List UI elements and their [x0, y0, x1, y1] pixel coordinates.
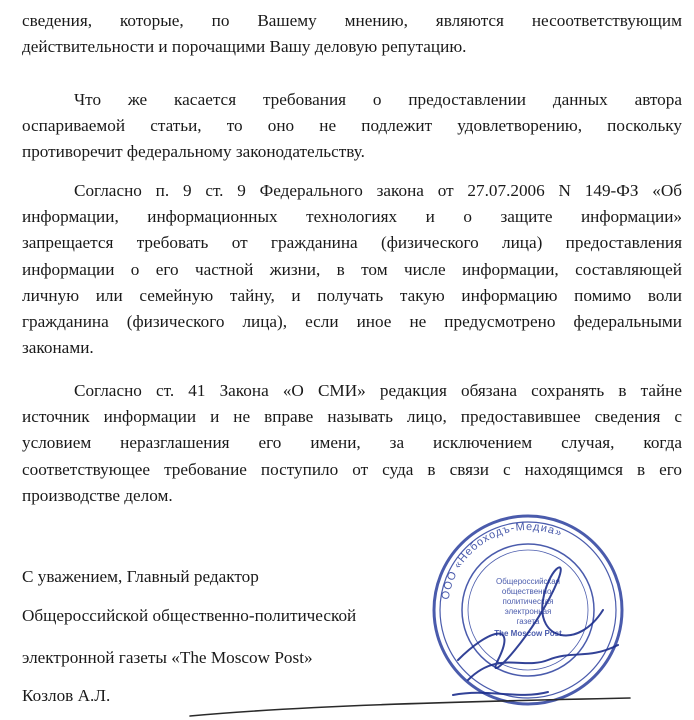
paragraph-2-line-3: противоречит федеральному законодательству.	[22, 142, 365, 162]
paragraph-2-line-2: оспариваемой статьи, то оно не подлежит удовлетворению, поскольку	[22, 116, 682, 136]
paragraph-3-line-5: личную или семейную тайну, и получать такую информацию помимо воли	[22, 285, 682, 305]
paragraph-3-line-2: информации, информационных технологиях и о защите информации»	[22, 207, 682, 227]
paragraph-3-line-6: гражданина (физического лица), если иное не предусмотрено федеральными	[22, 312, 682, 332]
signature-underline-icon	[180, 690, 640, 720]
paragraph-4-line-1: Согласно ст. 41 Закона «О СМИ» редакция обязана сохранять в тайне	[74, 381, 682, 400]
paragraph-4	[22, 378, 682, 509]
paragraph-4-line-5: производстве делом.	[22, 485, 173, 505]
seal-inner-text-5: газета	[516, 617, 540, 626]
closing-salutation: С уважением, Главный редактор	[22, 567, 259, 586]
paragraph-3	[22, 178, 682, 361]
paragraph-4-line-4: соответствующее требование поступило от суда в связи с находящимся в его	[22, 459, 682, 479]
paragraph-1-line-1: сведения, которые, по Вашему мнению, являются несоответствующим	[22, 11, 682, 30]
paragraph-2	[22, 87, 682, 166]
paragraph-2-line-1: Что же касается требования о предоставлении данных автора	[74, 90, 682, 109]
seal-inner-text-6: The Moscow Post	[494, 629, 562, 638]
paragraph-4-line-2: источник информации и не вправе называть лицо, предоставившее сведения с	[22, 407, 682, 427]
paragraph-3-line-4: информации о его частной жизни, в том числе информации, составляющей	[22, 259, 682, 279]
paragraph-4-line-3: условием неразглашения его имени, за исключением случая, когда	[22, 433, 682, 453]
seal-outer-text: ООО «Небоходъ-Медиа»	[439, 520, 565, 601]
seal-inner-text-2: общественно-	[501, 587, 555, 596]
paragraph-1-line-2: действительности и порочащими Вашу деловую репутацию.	[22, 37, 467, 57]
seal-inner-text-1: Общероссийская	[495, 577, 561, 586]
paragraph-3-line-7: законами.	[22, 338, 94, 358]
company-seal-icon	[428, 510, 628, 710]
signer-organization-line-2: электронной газеты «The Moscow Post»	[22, 648, 313, 667]
paragraph-3-line-3: запрещается требовать от гражданина (физического лица) предоставления	[22, 233, 682, 253]
seal-inner-text-3: политическая	[502, 597, 554, 606]
signer-organization-line-1: Общероссийской общественно-политической	[22, 606, 357, 625]
paragraph-3-line-1: Согласно п. 9 ст. 9 Федерального закона от 27.07.2006 N 149-ФЗ «Об	[74, 181, 682, 200]
paragraph-1	[22, 8, 682, 60]
seal-inner-text-4: электронная	[504, 607, 552, 616]
signer-name: Козлов А.Л.	[22, 686, 111, 705]
